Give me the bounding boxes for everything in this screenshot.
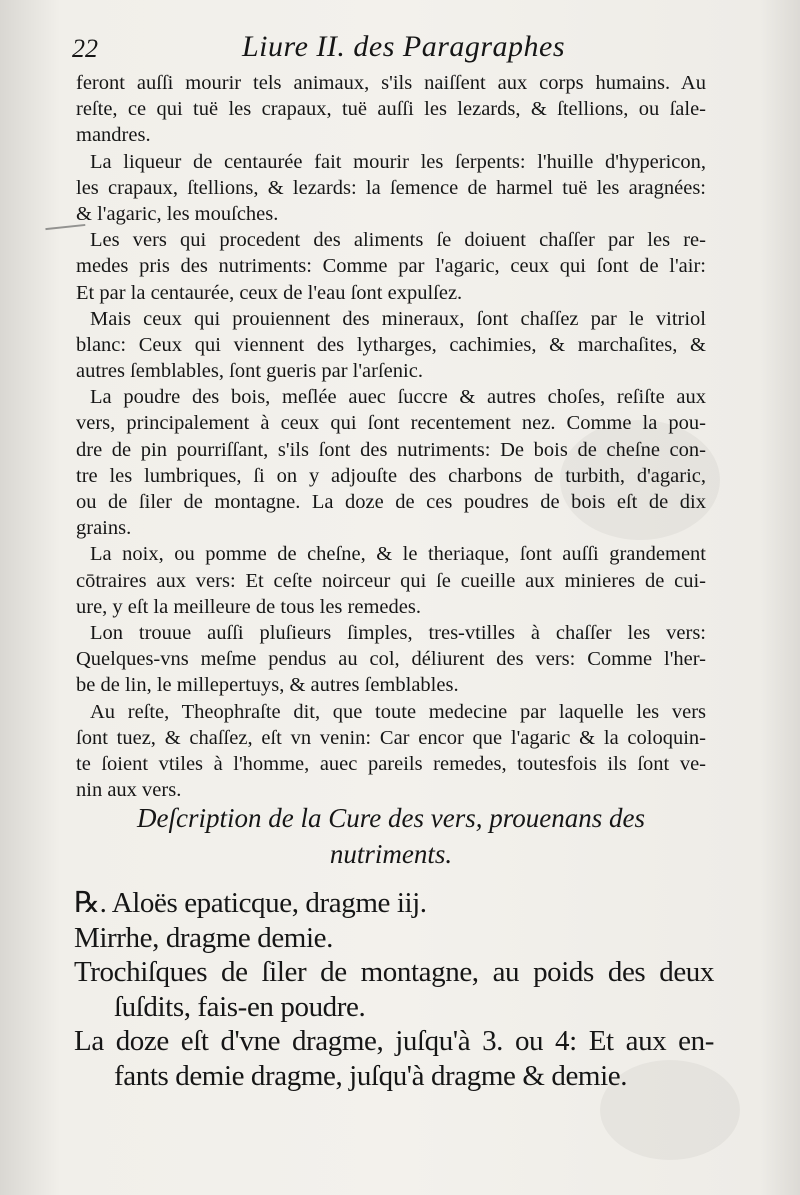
page-number: 22 <box>72 34 98 63</box>
text-line: La liqueur de centaurée fait mourir les ſerpents: l'huille d'hypericon, <box>90 150 706 173</box>
text-line: medes pris des nutriments: Comme par l'agaric, ceux qui ſont de l'air: <box>76 255 706 278</box>
recipe-line: fants demie dragme, juſqu'à dragme & demie. <box>114 1059 628 1092</box>
text-line: tre les lumbriques, ſi on y adjouſte des charbons de turbith, d'agaric, <box>76 464 706 487</box>
recipe-line: La doze eſt d'vne dragme, juſqu'à 3. ou 4: Et aux en- <box>74 1025 714 1057</box>
text-line: La poudre des bois, meſlée auec ſuccre & autres choſes, reſiſte aux <box>90 386 706 409</box>
recipe-block <box>74 886 714 1093</box>
text-line: Au reſte, Theophraſte dit, que toute medecine par laquelle les vers <box>90 700 706 723</box>
text-line: reſte, ce qui tuë les crapaux, tuë auſſi les lezards, & ſtellions, ou ſale- <box>76 98 706 121</box>
text-line: La noix, ou pomme de cheſne, & le theriaque, ſont auſſi grandement <box>90 543 706 566</box>
text-line: Lon trouue auſſi pluſieurs ſimples, tres-vtilles à chaſſer les vers: <box>90 621 706 644</box>
recipe-line: Mirrhe, dragme demie. <box>74 921 333 954</box>
text-line: les crapaux, ſtellions, & lezards: la ſemence de harmel tuë les aragnées: <box>76 176 706 199</box>
body-text <box>76 70 706 803</box>
text-line: Quelques-vns meſme pendus au col, déliurent des vers: Comme l'her- <box>76 648 706 671</box>
text-line: autres ſemblables, ſont gueris par l'arſenic. <box>76 360 423 383</box>
section-title <box>76 800 706 872</box>
text-line: grains. <box>76 517 132 540</box>
text-line: ure, y eſt la meilleure de tous les remedes. <box>76 595 421 618</box>
text-line: & l'agaric, les mouſches. <box>76 202 279 225</box>
text-line: nin aux vers. <box>76 779 182 802</box>
text-line: te ſoient vtiles à l'homme, auec pareils remedes, toutesfois ils ſont ve- <box>76 752 706 775</box>
text-line: be de lin, le millepertuys, & autres ſemblables. <box>76 674 459 697</box>
text-line: Mais ceux qui prouiennent des mineraux, ſont chaſſez par le vitriol <box>90 307 706 330</box>
running-title: Liure II. des Paragraphes <box>242 30 566 63</box>
text-line: ſont tuez, & chaſſez, eſt vn venin: Car encor que l'agaric & la coloquin- <box>76 726 706 749</box>
text-line: Les vers qui procedent des aliments ſe doiuent chaſſer par les re- <box>90 229 706 252</box>
text-line: cōtraires aux vers: Et ceſte noirceur qui ſe cueille aux minieres de cui- <box>76 569 706 592</box>
recipe-line: ſuſdits, fais-en poudre. <box>114 990 366 1023</box>
section-title-line: Deſcription de la Cure des vers, prouenans des <box>137 803 645 833</box>
text-line: feront auſſi mourir tels animaux, s'ils naiſſent aux corps humains. Au <box>76 72 706 94</box>
recipe-line: ℞. Aloës epaticque, dragme iij. <box>74 887 427 919</box>
page-header <box>72 30 732 68</box>
text-line: mandres. <box>76 124 151 147</box>
text-line: Et par la centaurée, ceux de l'eau ſont expulſez. <box>76 281 463 304</box>
text-line: ou de ſiler de montagne. La doze de ces poudres de bois eſt de dix <box>76 491 706 513</box>
section-title-line: nutriments. <box>329 839 453 869</box>
recipe-line: Trochiſques de ſiler de montagne, au poids des deux <box>74 956 714 988</box>
text-line: vers, principalement à ceux qui ſont recentement nez. Comme la pou- <box>76 412 706 435</box>
text-line: blanc: Ceux qui viennent des lytharges, cachimies, & marchaſites, & <box>76 333 706 356</box>
text-line: dre de pin pourriſſant, s'ils ſont des nutriments: De bois de cheſne con- <box>76 438 706 461</box>
